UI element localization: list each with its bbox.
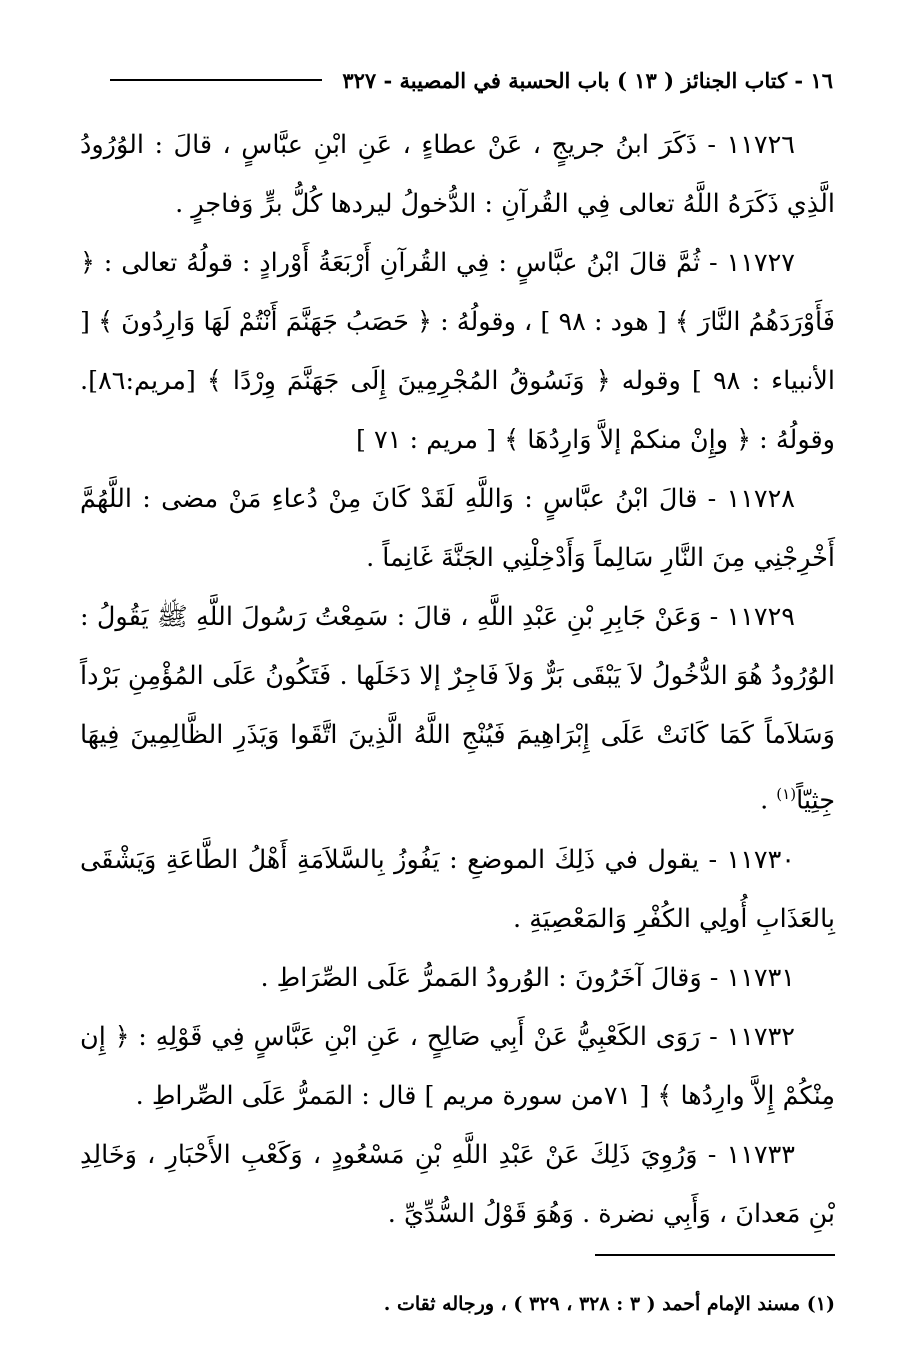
footnote-reference: (١) bbox=[776, 785, 797, 803]
paragraph-11726: ١١٧٢٦ - ذَكَرَ ابنُ جريجٍ ، عَنْ عطاءٍ ، عَنِ ابْنِ عبَّاسٍ ، قالَ : الوُرُودُ الَّذِي ذَكَرَهُ اللَّهُ تعالى فِي القُرآنِ : الدُّخولُ ليردها كُلُّ برٍّ وَفاجرٍ . bbox=[80, 130, 835, 219]
paragraph-11731: ١١٧٣١ - وَقالَ آخَرُونَ : الوُرودُ المَمرُّ عَلَى الصِّرَاطِ . bbox=[260, 962, 795, 993]
running-title: ١٦ - كتاب الجنائز ( ١٣ ) باب الحسبة في المصيبة - ٣٢٧ bbox=[342, 67, 833, 93]
paragraph-11732: ١١٧٣٢ - رَوَى الكَعْبِيُّ عَنْ أَبِي صَالِحٍ ، عَنِ ابْنِ عَبَّاسٍ فِي قَوْلِهِ : ﴿ إِن مِنْكُمْ إِلاَّ وارِدُها ﴾ [ ٧١من سورة مريم ] قال : المَمرُّ عَلَى الصِّراطِ . bbox=[80, 1021, 835, 1111]
paragraph-11733: ١١٧٣٣ - وَرُوِيَ ذَلِكَ عَنْ عَبْدِ اللَّهِ بْنِ مَسْعُودٍ ، وَكَعْبِ الأَحْبَارِ ، وَخَالِدِ بْنِ مَعدانَ ، وَأَبِي نضرة . وَهُوَ قَوْلُ السُّدِّيِّ . bbox=[80, 1139, 835, 1229]
paragraph-11727: ١١٧٢٧ - ثُمَّ قالَ ابْنُ عبَّاسٍ : فِي القُرآنِ أَرْبَعَةُ أَوْرادٍ : قولُهُ تعالى : ﴿ فَأَوْرَدَهُمُ النَّارَ ﴾ [ هود : ٩٨ ] ، وقولُهُ : ﴿ حَصَبُ جَهَنَّمَ أَنْتُمْ لَهَا وَارِدُونَ ﴾ [ الأنبياء : ٩٨ ] وقوله ﴿ وَنَسُوقُ المُجْرِمِينَ إِلَى جَهَنَّمَ وِرْدًا ﴾ [مريم:٨٦]. وقولُهُ : ﴿ وإِنْ منكمْ إلاَّ وَارِدُهَا ﴾ [ مريم : ٧١ ] bbox=[80, 248, 835, 455]
header-rule bbox=[110, 79, 322, 81]
footnote-divider bbox=[595, 1254, 835, 1256]
paragraph-11730: ١١٧٣٠ - يقول في ذَلِكَ الموضعِ : يَفُوزُ بِالسَّلاَمَةِ أَهْلُ الطَّاعَةِ وَيَشْقَى بِالعَذَابِ أُولِي الكُفْرِ وَالمَعْصِيَةِ . bbox=[80, 844, 835, 934]
page-header bbox=[110, 60, 833, 100]
paragraph-11728: ١١٧٢٨ - قالَ ابْنُ عبَّاسٍ : وَاللَّهِ لَقَدْ كَانَ مِنْ دُعاءِ مَنْ مضى : اللَّهُمَّ أَخْرِجْنِي مِنَ النَّارِ سَالِماً وَأَدْخِلْنِي الجَنَّةَ غَانِماً . bbox=[80, 484, 835, 573]
footnote: (١) مسند الإمام أحمد ( ٣ : ٣٢٨ ، ٣٢٩ ) ، ورجاله ثقات . bbox=[383, 1293, 835, 1315]
main-text bbox=[80, 116, 835, 1244]
paragraph-11729: ١١٧٢٩ - وَعَنْ جَابِرِ بْنِ عَبْدِ اللَّهِ ، قالَ : سَمِعْتُ رَسُولَ اللَّهِ ﷺ يَقُولُ : الوُرُودُ هُوَ الدُّخُولُ لاَ يَبْقَى بَرٌّ وَلاَ فَاجِرٌ إلا دَخَلَها . فَتَكُونُ عَلَى المُؤْمِنِ بَرْداً وَسَلاَماً كَمَا كَانَتْ عَلَى إِبْرَاهِيمَ فَيُنْجِ اللَّهُ الَّذِينَ اتَّقَوا وَيَذَرِ الظَّالِمِينَ فِيهَا جِثِيّاً$^{(١)}$ . bbox=[80, 602, 835, 816]
